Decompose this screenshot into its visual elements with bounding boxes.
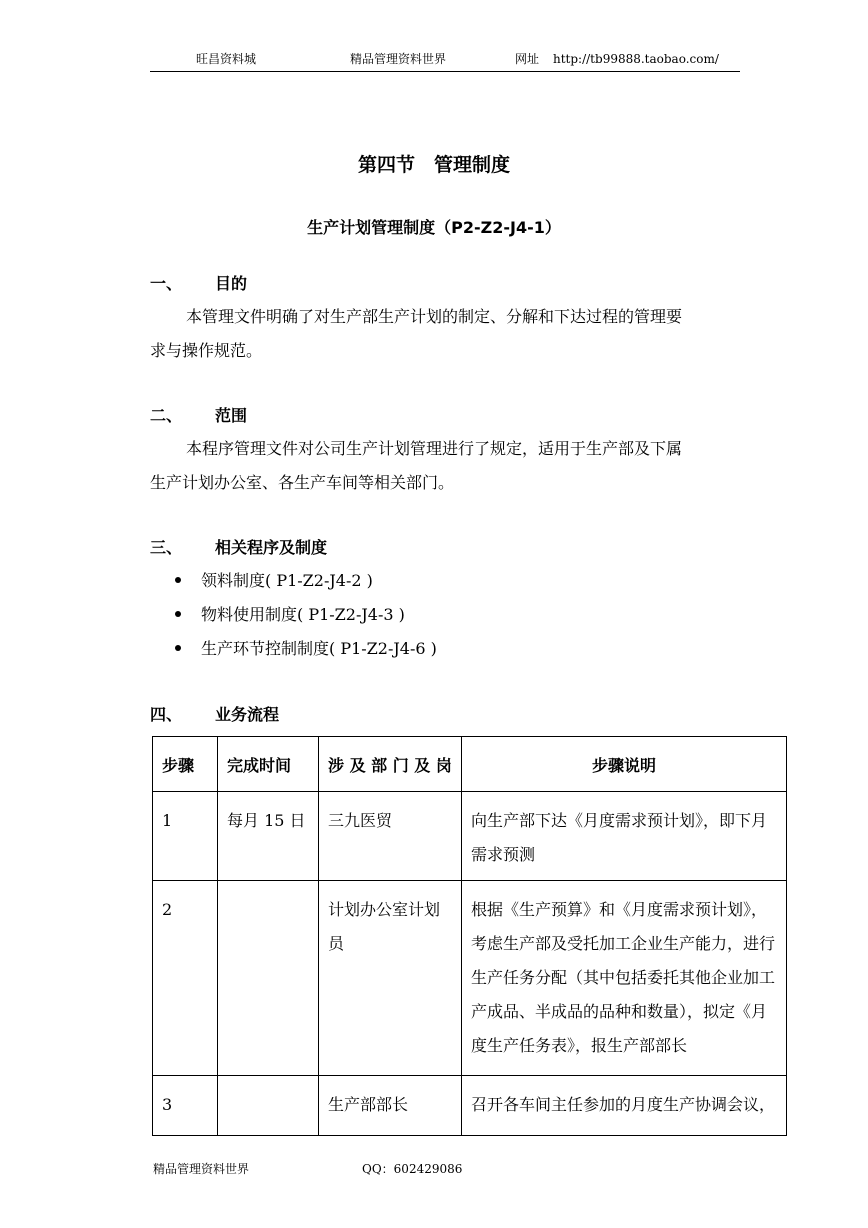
section-title: 第四节 管理制度 (357, 154, 510, 176)
header-divider (150, 71, 740, 72)
cell-dept (319, 792, 462, 881)
body-line: 本程序管理文件对公司生产计划管理进行了规定，适用于生产部及下属 (186, 439, 683, 458)
cell-line: 三九医贸 (328, 811, 393, 830)
header-middle: 精品管理资料世界 (350, 52, 447, 66)
cell-line: 产成品、半成品的品种和数量），拟定《月 (471, 1002, 768, 1021)
cell-time (218, 881, 319, 1076)
bullet-item (175, 604, 405, 626)
bullet-item (175, 570, 373, 592)
section-heading: 业务流程 (215, 705, 280, 724)
bullet-text: 物料使用制度( P1-Z2-J4-3 ) (201, 605, 405, 624)
cell-line: 生产任务分配（其中包括委托其他企业加工 (471, 968, 776, 987)
cell-time: 每月 15 日 (218, 792, 319, 881)
cell-line: 考虑生产部及受托加工企业生产能力，进行 (471, 934, 776, 953)
cell-line: 根据《生产预算》和《月度需求预计划》， (471, 900, 768, 919)
table-header-row (153, 737, 787, 792)
body-line: 求与操作规范。 (150, 341, 263, 360)
bullet-icon (175, 577, 181, 583)
header-site-label: 网址 (515, 52, 540, 66)
bullet-icon (175, 645, 181, 651)
cell-line: 度生产任务表》，报生产部部长 (471, 1036, 688, 1055)
cell-desc (462, 881, 787, 1076)
cell-step: 2 (153, 881, 218, 1076)
cell-step: 1 (153, 792, 218, 881)
body-line: 生产计划办公室、各生产车间等相关部门。 (150, 473, 455, 492)
section-number: 三、 (150, 538, 183, 557)
table-row (153, 881, 787, 1076)
section-body (150, 432, 750, 500)
col-header-time: 完成时间 (218, 737, 319, 792)
cell-desc (462, 1076, 787, 1136)
footer-qq: QQ：602429086 (362, 1162, 463, 1176)
cell-line: 需求预测 (471, 845, 536, 864)
col-header-desc: 步骤说明 (462, 737, 787, 792)
cell-time (218, 1076, 319, 1136)
header-left: 旺昌资料城 (196, 52, 257, 66)
cell-step: 3 (153, 1076, 218, 1136)
footer-left: 精品管理资料世界 (153, 1162, 250, 1176)
body-line: 本管理文件明确了对生产部生产计划的制定、分解和下达过程的管理要 (186, 307, 683, 326)
cell-line: 计划办公室计划 (328, 900, 441, 919)
bullet-icon (175, 611, 181, 617)
section-body (150, 300, 750, 368)
section-number: 一、 (150, 274, 183, 293)
col-header-step: 步骤 (153, 737, 218, 792)
section-heading: 目的 (215, 274, 248, 293)
cell-line: 员 (328, 934, 345, 953)
bullet-item (175, 638, 437, 660)
section-heading: 范围 (215, 406, 248, 425)
table-row (153, 1076, 787, 1136)
cell-desc (462, 792, 787, 881)
section-number: 二、 (150, 406, 183, 425)
doc-title: 生产计划管理制度（P2-Z2-J4-1） (307, 218, 561, 237)
cell-dept (319, 1076, 462, 1136)
process-table (152, 736, 787, 1136)
section-heading: 相关程序及制度 (215, 538, 328, 557)
bullet-text: 生产环节控制制度( P1-Z2-J4-6 ) (201, 639, 437, 658)
cell-dept (319, 881, 462, 1076)
cell-line: 生产部部长 (328, 1095, 409, 1114)
col-header-dept: 涉 及 部 门 及 岗 (319, 737, 462, 792)
header-url[interactable]: http://tb99888.taobao.com/ (553, 52, 719, 66)
section-number: 四、 (150, 705, 183, 724)
cell-line: 向生产部下达《月度需求预计划》，即下月 (471, 811, 768, 830)
bullet-text: 领料制度( P1-Z2-J4-2 ) (201, 571, 373, 590)
table-row (153, 792, 787, 881)
cell-line: 召开各车间主任参加的月度生产协调会议， (471, 1095, 776, 1114)
